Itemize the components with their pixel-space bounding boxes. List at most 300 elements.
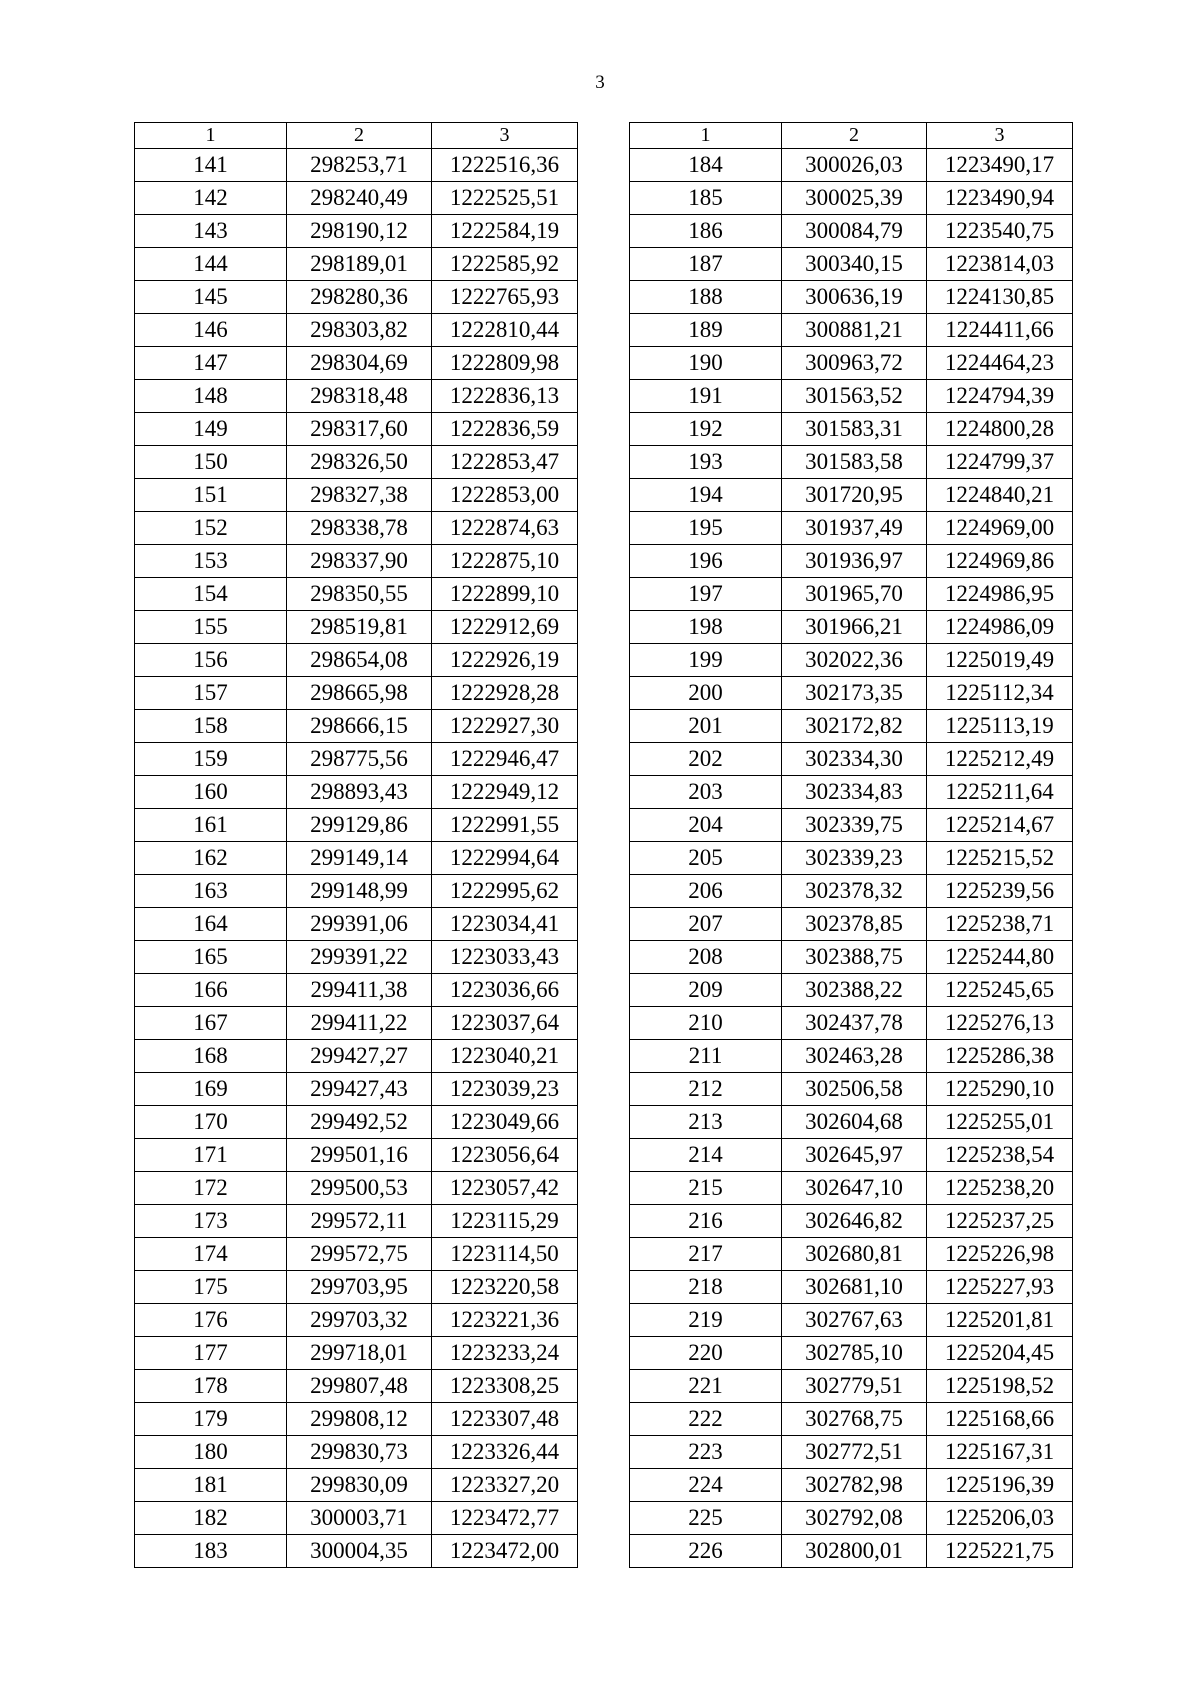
y-coordinate-cell: 1225245,65: [927, 974, 1073, 1007]
table-row: [135, 908, 578, 941]
table-row: [630, 710, 1073, 743]
table-row: [135, 1436, 578, 1469]
table-row: [630, 842, 1073, 875]
y-coordinate-cell: 1224840,21: [927, 479, 1073, 512]
table-row: [630, 1370, 1073, 1403]
x-coordinate-cell: 298317,60: [287, 413, 432, 446]
y-coordinate-cell: 1223040,21: [432, 1040, 578, 1073]
y-coordinate-cell: 1222809,98: [432, 347, 578, 380]
table-row: [135, 1535, 578, 1568]
point-number-cell: 224: [630, 1469, 782, 1502]
x-coordinate-cell: 300636,19: [782, 281, 927, 314]
point-number-cell: 167: [135, 1007, 287, 1040]
point-number-cell: 151: [135, 479, 287, 512]
x-coordinate-cell: 299830,73: [287, 1436, 432, 1469]
table-row: [135, 578, 578, 611]
y-coordinate-cell: 1224986,09: [927, 611, 1073, 644]
column-header: 2: [287, 123, 432, 149]
y-coordinate-cell: 1224969,00: [927, 512, 1073, 545]
point-number-cell: 200: [630, 677, 782, 710]
table-row: [630, 1205, 1073, 1238]
y-coordinate-cell: 1225204,45: [927, 1337, 1073, 1370]
table-row: [135, 413, 578, 446]
table-row: [630, 149, 1073, 182]
point-number-cell: 212: [630, 1073, 782, 1106]
x-coordinate-cell: 302022,36: [782, 644, 927, 677]
point-number-cell: 203: [630, 776, 782, 809]
y-coordinate-cell: 1223472,00: [432, 1535, 578, 1568]
point-number-cell: 165: [135, 941, 287, 974]
x-coordinate-cell: 300340,15: [782, 248, 927, 281]
point-number-cell: 209: [630, 974, 782, 1007]
x-coordinate-cell: 302506,58: [782, 1073, 927, 1106]
y-coordinate-cell: 1223326,44: [432, 1436, 578, 1469]
point-number-cell: 193: [630, 446, 782, 479]
coordinates-table-left: [134, 122, 578, 1568]
column-header: 1: [135, 123, 287, 149]
y-coordinate-cell: 1225019,49: [927, 644, 1073, 677]
x-coordinate-cell: 299148,99: [287, 875, 432, 908]
table-row: [135, 1106, 578, 1139]
table-row: [135, 182, 578, 215]
table-header-row: [630, 123, 1073, 149]
table-row: [135, 347, 578, 380]
x-coordinate-cell: 300881,21: [782, 314, 927, 347]
point-number-cell: 157: [135, 677, 287, 710]
x-coordinate-cell: 302339,23: [782, 842, 927, 875]
x-coordinate-cell: 298893,43: [287, 776, 432, 809]
table-row: [630, 644, 1073, 677]
point-number-cell: 211: [630, 1040, 782, 1073]
x-coordinate-cell: 299703,95: [287, 1271, 432, 1304]
x-coordinate-cell: 299411,38: [287, 974, 432, 1007]
point-number-cell: 214: [630, 1139, 782, 1172]
y-coordinate-cell: 1223034,41: [432, 908, 578, 941]
x-coordinate-cell: 302388,22: [782, 974, 927, 1007]
y-coordinate-cell: 1222926,19: [432, 644, 578, 677]
y-coordinate-cell: 1225113,19: [927, 710, 1073, 743]
point-number-cell: 191: [630, 380, 782, 413]
table-row: [135, 1238, 578, 1271]
table-row: [630, 479, 1073, 512]
x-coordinate-cell: 302785,10: [782, 1337, 927, 1370]
point-number-cell: 185: [630, 182, 782, 215]
point-number-cell: 168: [135, 1040, 287, 1073]
table-row: [630, 1337, 1073, 1370]
table-row: [135, 974, 578, 1007]
x-coordinate-cell: 302645,97: [782, 1139, 927, 1172]
point-number-cell: 213: [630, 1106, 782, 1139]
y-coordinate-cell: 1225112,34: [927, 677, 1073, 710]
y-coordinate-cell: 1225167,31: [927, 1436, 1073, 1469]
x-coordinate-cell: 298253,71: [287, 149, 432, 182]
x-coordinate-cell: 299718,01: [287, 1337, 432, 1370]
y-coordinate-cell: 1225255,01: [927, 1106, 1073, 1139]
y-coordinate-cell: 1225168,66: [927, 1403, 1073, 1436]
x-coordinate-cell: 298190,12: [287, 215, 432, 248]
y-coordinate-cell: 1225239,56: [927, 875, 1073, 908]
y-coordinate-cell: 1223049,66: [432, 1106, 578, 1139]
y-coordinate-cell: 1223490,17: [927, 149, 1073, 182]
table-row: [630, 545, 1073, 578]
y-coordinate-cell: 1225214,67: [927, 809, 1073, 842]
point-number-cell: 186: [630, 215, 782, 248]
x-coordinate-cell: 298665,98: [287, 677, 432, 710]
x-coordinate-cell: 302768,75: [782, 1403, 927, 1436]
point-number-cell: 150: [135, 446, 287, 479]
x-coordinate-cell: 298775,56: [287, 743, 432, 776]
x-coordinate-cell: 300084,79: [782, 215, 927, 248]
y-coordinate-cell: 1222927,30: [432, 710, 578, 743]
x-coordinate-cell: 302378,85: [782, 908, 927, 941]
point-number-cell: 146: [135, 314, 287, 347]
point-number-cell: 223: [630, 1436, 782, 1469]
point-number-cell: 222: [630, 1403, 782, 1436]
table-row: [135, 875, 578, 908]
table-row: [630, 1007, 1073, 1040]
table-row: [630, 281, 1073, 314]
y-coordinate-cell: 1222585,92: [432, 248, 578, 281]
x-coordinate-cell: 300963,72: [782, 347, 927, 380]
x-coordinate-cell: 300004,35: [287, 1535, 432, 1568]
table-row: [630, 1535, 1073, 1568]
coordinates-table-right-body: [630, 123, 1073, 1568]
x-coordinate-cell: 298326,50: [287, 446, 432, 479]
table-row: [135, 1337, 578, 1370]
point-number-cell: 142: [135, 182, 287, 215]
table-row: [135, 512, 578, 545]
y-coordinate-cell: 1224794,39: [927, 380, 1073, 413]
table-row: [135, 1304, 578, 1337]
point-number-cell: 202: [630, 743, 782, 776]
x-coordinate-cell: 302334,83: [782, 776, 927, 809]
y-coordinate-cell: 1222928,28: [432, 677, 578, 710]
table-row: [135, 545, 578, 578]
column-header: 1: [630, 123, 782, 149]
point-number-cell: 189: [630, 314, 782, 347]
point-number-cell: 177: [135, 1337, 287, 1370]
y-coordinate-cell: 1224986,95: [927, 578, 1073, 611]
point-number-cell: 196: [630, 545, 782, 578]
y-coordinate-cell: 1222853,00: [432, 479, 578, 512]
table-row: [630, 1040, 1073, 1073]
point-number-cell: 178: [135, 1370, 287, 1403]
point-number-cell: 215: [630, 1172, 782, 1205]
y-coordinate-cell: 1225211,64: [927, 776, 1073, 809]
table-row: [630, 248, 1073, 281]
x-coordinate-cell: 298280,36: [287, 281, 432, 314]
point-number-cell: 174: [135, 1238, 287, 1271]
y-coordinate-cell: 1224130,85: [927, 281, 1073, 314]
point-number-cell: 144: [135, 248, 287, 281]
point-number-cell: 176: [135, 1304, 287, 1337]
point-number-cell: 161: [135, 809, 287, 842]
point-number-cell: 175: [135, 1271, 287, 1304]
table-row: [630, 809, 1073, 842]
point-number-cell: 141: [135, 149, 287, 182]
y-coordinate-cell: 1225290,10: [927, 1073, 1073, 1106]
table-row: [630, 1106, 1073, 1139]
point-number-cell: 182: [135, 1502, 287, 1535]
table-row: [135, 314, 578, 347]
point-number-cell: 171: [135, 1139, 287, 1172]
x-coordinate-cell: 298318,48: [287, 380, 432, 413]
x-coordinate-cell: 301720,95: [782, 479, 927, 512]
point-number-cell: 226: [630, 1535, 782, 1568]
table-row: [135, 380, 578, 413]
table-row: [630, 1238, 1073, 1271]
x-coordinate-cell: 301966,21: [782, 611, 927, 644]
table-row: [630, 413, 1073, 446]
table-row: [630, 1502, 1073, 1535]
y-coordinate-cell: 1223233,24: [432, 1337, 578, 1370]
x-coordinate-cell: 298303,82: [287, 314, 432, 347]
point-number-cell: 216: [630, 1205, 782, 1238]
x-coordinate-cell: 299149,14: [287, 842, 432, 875]
table-row: [630, 776, 1073, 809]
point-number-cell: 163: [135, 875, 287, 908]
y-coordinate-cell: 1225212,49: [927, 743, 1073, 776]
point-number-cell: 159: [135, 743, 287, 776]
point-number-cell: 152: [135, 512, 287, 545]
x-coordinate-cell: 302172,82: [782, 710, 927, 743]
table-row: [630, 908, 1073, 941]
x-coordinate-cell: 300025,39: [782, 182, 927, 215]
table-row: [630, 1172, 1073, 1205]
y-coordinate-cell: 1222991,55: [432, 809, 578, 842]
point-number-cell: 208: [630, 941, 782, 974]
point-number-cell: 160: [135, 776, 287, 809]
point-number-cell: 187: [630, 248, 782, 281]
y-coordinate-cell: 1225215,52: [927, 842, 1073, 875]
x-coordinate-cell: 298240,49: [287, 182, 432, 215]
y-coordinate-cell: 1225227,93: [927, 1271, 1073, 1304]
y-coordinate-cell: 1223307,48: [432, 1403, 578, 1436]
y-coordinate-cell: 1225244,80: [927, 941, 1073, 974]
x-coordinate-cell: 301583,58: [782, 446, 927, 479]
table-row: [135, 611, 578, 644]
y-coordinate-cell: 1223472,77: [432, 1502, 578, 1535]
column-header: 2: [782, 123, 927, 149]
table-row: [135, 710, 578, 743]
point-number-cell: 184: [630, 149, 782, 182]
x-coordinate-cell: 302437,78: [782, 1007, 927, 1040]
x-coordinate-cell: 298350,55: [287, 578, 432, 611]
table-row: [135, 644, 578, 677]
point-number-cell: 158: [135, 710, 287, 743]
table-row: [135, 941, 578, 974]
y-coordinate-cell: 1225221,75: [927, 1535, 1073, 1568]
y-coordinate-cell: 1223327,20: [432, 1469, 578, 1502]
point-number-cell: 170: [135, 1106, 287, 1139]
x-coordinate-cell: 298327,38: [287, 479, 432, 512]
column-header: 3: [927, 123, 1073, 149]
x-coordinate-cell: 298666,15: [287, 710, 432, 743]
table-row: [135, 1073, 578, 1106]
y-coordinate-cell: 1222875,10: [432, 545, 578, 578]
x-coordinate-cell: 300026,03: [782, 149, 927, 182]
table-row: [630, 611, 1073, 644]
point-number-cell: 198: [630, 611, 782, 644]
point-number-cell: 166: [135, 974, 287, 1007]
y-coordinate-cell: 1222949,12: [432, 776, 578, 809]
y-coordinate-cell: 1223490,94: [927, 182, 1073, 215]
y-coordinate-cell: 1225201,81: [927, 1304, 1073, 1337]
x-coordinate-cell: 302767,63: [782, 1304, 927, 1337]
table-row: [135, 248, 578, 281]
table-row: [630, 314, 1073, 347]
table-header-row: [135, 123, 578, 149]
point-number-cell: 173: [135, 1205, 287, 1238]
x-coordinate-cell: 299129,86: [287, 809, 432, 842]
point-number-cell: 162: [135, 842, 287, 875]
x-coordinate-cell: 301965,70: [782, 578, 927, 611]
table-row: [630, 578, 1073, 611]
x-coordinate-cell: 299391,06: [287, 908, 432, 941]
point-number-cell: 148: [135, 380, 287, 413]
point-number-cell: 194: [630, 479, 782, 512]
point-number-cell: 206: [630, 875, 782, 908]
x-coordinate-cell: 302463,28: [782, 1040, 927, 1073]
point-number-cell: 204: [630, 809, 782, 842]
y-coordinate-cell: 1225276,13: [927, 1007, 1073, 1040]
y-coordinate-cell: 1223056,64: [432, 1139, 578, 1172]
point-number-cell: 179: [135, 1403, 287, 1436]
x-coordinate-cell: 299830,09: [287, 1469, 432, 1502]
table-row: [630, 215, 1073, 248]
point-number-cell: 164: [135, 908, 287, 941]
table-row: [630, 1139, 1073, 1172]
x-coordinate-cell: 301563,52: [782, 380, 927, 413]
x-coordinate-cell: 299808,12: [287, 1403, 432, 1436]
table-row: [135, 1271, 578, 1304]
y-coordinate-cell: 1225206,03: [927, 1502, 1073, 1535]
x-coordinate-cell: 299427,43: [287, 1073, 432, 1106]
y-coordinate-cell: 1222994,64: [432, 842, 578, 875]
y-coordinate-cell: 1223221,36: [432, 1304, 578, 1337]
table-row: [135, 842, 578, 875]
y-coordinate-cell: 1222946,47: [432, 743, 578, 776]
y-coordinate-cell: 1222584,19: [432, 215, 578, 248]
x-coordinate-cell: 299703,32: [287, 1304, 432, 1337]
y-coordinate-cell: 1225237,25: [927, 1205, 1073, 1238]
x-coordinate-cell: 299411,22: [287, 1007, 432, 1040]
y-coordinate-cell: 1224411,66: [927, 314, 1073, 347]
point-number-cell: 190: [630, 347, 782, 380]
table-row: [630, 941, 1073, 974]
y-coordinate-cell: 1222516,36: [432, 149, 578, 182]
x-coordinate-cell: 298338,78: [287, 512, 432, 545]
point-number-cell: 221: [630, 1370, 782, 1403]
y-coordinate-cell: 1222995,62: [432, 875, 578, 908]
point-number-cell: 219: [630, 1304, 782, 1337]
coordinates-table-right: [629, 122, 1073, 1568]
y-coordinate-cell: 1223814,03: [927, 248, 1073, 281]
table-row: [630, 1271, 1073, 1304]
x-coordinate-cell: 302779,51: [782, 1370, 927, 1403]
table-row: [135, 743, 578, 776]
page-number: 3: [595, 72, 605, 93]
table-row: [135, 1469, 578, 1502]
point-number-cell: 149: [135, 413, 287, 446]
y-coordinate-cell: 1223114,50: [432, 1238, 578, 1271]
point-number-cell: 145: [135, 281, 287, 314]
x-coordinate-cell: 299501,16: [287, 1139, 432, 1172]
x-coordinate-cell: 302378,32: [782, 875, 927, 908]
y-coordinate-cell: 1223220,58: [432, 1271, 578, 1304]
table-row: [630, 1469, 1073, 1502]
x-coordinate-cell: 302792,08: [782, 1502, 927, 1535]
table-row: [135, 1007, 578, 1040]
x-coordinate-cell: 298189,01: [287, 248, 432, 281]
x-coordinate-cell: 301936,97: [782, 545, 927, 578]
table-row: [135, 1139, 578, 1172]
x-coordinate-cell: 299500,53: [287, 1172, 432, 1205]
y-coordinate-cell: 1224969,86: [927, 545, 1073, 578]
point-number-cell: 155: [135, 611, 287, 644]
table-row: [135, 215, 578, 248]
y-coordinate-cell: 1223308,25: [432, 1370, 578, 1403]
x-coordinate-cell: 301937,49: [782, 512, 927, 545]
y-coordinate-cell: 1223033,43: [432, 941, 578, 974]
y-coordinate-cell: 1222853,47: [432, 446, 578, 479]
point-number-cell: 181: [135, 1469, 287, 1502]
x-coordinate-cell: 302334,30: [782, 743, 927, 776]
table-row: [630, 743, 1073, 776]
table-row: [630, 380, 1073, 413]
table-row: [630, 347, 1073, 380]
y-coordinate-cell: 1225196,39: [927, 1469, 1073, 1502]
y-coordinate-cell: 1223540,75: [927, 215, 1073, 248]
point-number-cell: 180: [135, 1436, 287, 1469]
y-coordinate-cell: 1224464,23: [927, 347, 1073, 380]
table-row: [630, 1436, 1073, 1469]
x-coordinate-cell: 302800,01: [782, 1535, 927, 1568]
point-number-cell: 172: [135, 1172, 287, 1205]
table-row: [135, 1403, 578, 1436]
point-number-cell: 169: [135, 1073, 287, 1106]
x-coordinate-cell: 300003,71: [287, 1502, 432, 1535]
y-coordinate-cell: 1222525,51: [432, 182, 578, 215]
table-row: [135, 677, 578, 710]
x-coordinate-cell: 299572,11: [287, 1205, 432, 1238]
table-row: [630, 446, 1073, 479]
y-coordinate-cell: 1223039,23: [432, 1073, 578, 1106]
y-coordinate-cell: 1225238,54: [927, 1139, 1073, 1172]
point-number-cell: 220: [630, 1337, 782, 1370]
point-number-cell: 210: [630, 1007, 782, 1040]
point-number-cell: 197: [630, 578, 782, 611]
y-coordinate-cell: 1222836,59: [432, 413, 578, 446]
table-row: [135, 479, 578, 512]
table-row: [135, 1502, 578, 1535]
point-number-cell: 188: [630, 281, 782, 314]
column-header: 3: [432, 123, 578, 149]
y-coordinate-cell: 1222765,93: [432, 281, 578, 314]
y-coordinate-cell: 1222874,63: [432, 512, 578, 545]
table-row: [135, 776, 578, 809]
y-coordinate-cell: 1225238,71: [927, 908, 1073, 941]
table-row: [135, 281, 578, 314]
x-coordinate-cell: 302680,81: [782, 1238, 927, 1271]
point-number-cell: 217: [630, 1238, 782, 1271]
y-coordinate-cell: 1223037,64: [432, 1007, 578, 1040]
point-number-cell: 143: [135, 215, 287, 248]
x-coordinate-cell: 299492,52: [287, 1106, 432, 1139]
y-coordinate-cell: 1222912,69: [432, 611, 578, 644]
y-coordinate-cell: 1225286,38: [927, 1040, 1073, 1073]
x-coordinate-cell: 302339,75: [782, 809, 927, 842]
